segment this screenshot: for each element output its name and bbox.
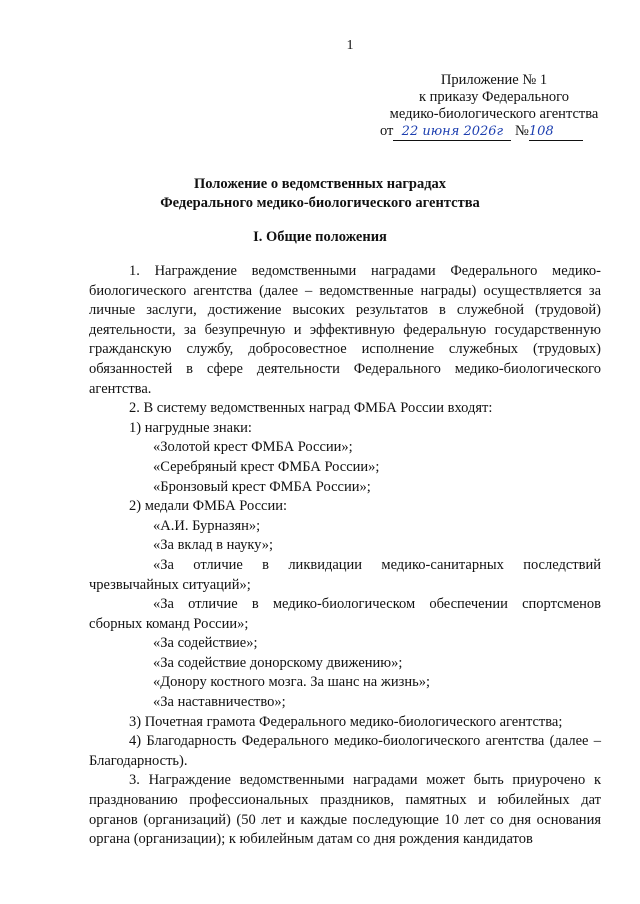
- list-item-4: 4) Благодарность Федерального медико-биологического агентства (далее – Благодарность).: [89, 733, 601, 769]
- appendix-line-3: медико-биологического агентства: [389, 106, 599, 122]
- badge-item: «Золотой крест ФМБА России»;: [153, 439, 353, 456]
- title-line-2: Федерального медико-биологического агентства: [160, 195, 480, 211]
- order-number-handwritten: 108: [528, 124, 554, 139]
- medal-item: «За наставничество»;: [153, 694, 286, 711]
- badge-item: «Бронзовый крест ФМБА России»;: [153, 478, 371, 495]
- appendix-line-2: к приказу Федерального: [418, 89, 570, 105]
- list-item-1: 1) нагрудные знаки:: [129, 419, 252, 436]
- order-number-field: [529, 123, 583, 141]
- order-date-handwritten: 22 июня 2026г: [401, 124, 504, 139]
- section-heading: I. Общие положения: [253, 229, 387, 245]
- title-line-1: Положение о ведомственных наградах: [193, 176, 447, 192]
- appendix-header: [380, 72, 608, 141]
- medal-item-long: «За отличие в ликвидации медико-санитарных последствий чрезвычайных ситуаций»;: [89, 556, 601, 593]
- list-item-2: 2) медали ФМБА России:: [129, 498, 287, 515]
- paragraph-2: 2. В систему ведомственных наград ФМБА России входят:: [129, 400, 493, 417]
- document-body: [89, 262, 601, 850]
- order-date-field: [393, 123, 511, 141]
- medal-item: «За содействие донорскому движению»;: [153, 654, 403, 671]
- medal-item-long: «За отличие в медико-биологическом обеспечении спортсменов сборных команд России»;: [89, 596, 601, 632]
- page-number: 1: [346, 38, 354, 53]
- medal-item: «За содействие»;: [153, 635, 258, 652]
- from-label: от: [380, 123, 394, 139]
- paragraph-1: 1. Награждение ведомственными наградами Федерального медико-биологического агентства (далее – ведомственные награды) осуществляется за личные заслуги, достижение высоких результатов в служебной (трудовой) деятельности, за безупречную и эффективную федеральную государственную гражданскую службу, добросовестное исполнение служебных (трудовых) обязанностей в сфере деятельности Федерального медико-биологического агентства.: [89, 263, 601, 397]
- badge-item: «Серебряный крест ФМБА России»;: [153, 458, 380, 475]
- appendix-line-1: Приложение № 1: [440, 72, 548, 88]
- paragraph-3: 3. Награждение ведомственными наградами может быть приурочено к празднованию профессиональных праздников, памятных и юбилейных дат органов (организаций) (50 лет и каждые последующие 10 лет со дня основания органа (организации); к юбилейным датам со дня рождения кандидатов: [89, 772, 601, 848]
- order-date-number-line: [380, 123, 608, 141]
- medal-item: «Донору костного мозга. За шанс на жизнь»;: [153, 674, 431, 691]
- medal-item: «За вклад в науку»;: [153, 537, 274, 554]
- medal-item: «А.И. Бурназян»;: [153, 517, 261, 534]
- document-title: [0, 175, 640, 213]
- number-label: №: [515, 123, 529, 139]
- list-item-3: 3) Почетная грамота Федерального медико-биологического агентства;: [129, 713, 563, 730]
